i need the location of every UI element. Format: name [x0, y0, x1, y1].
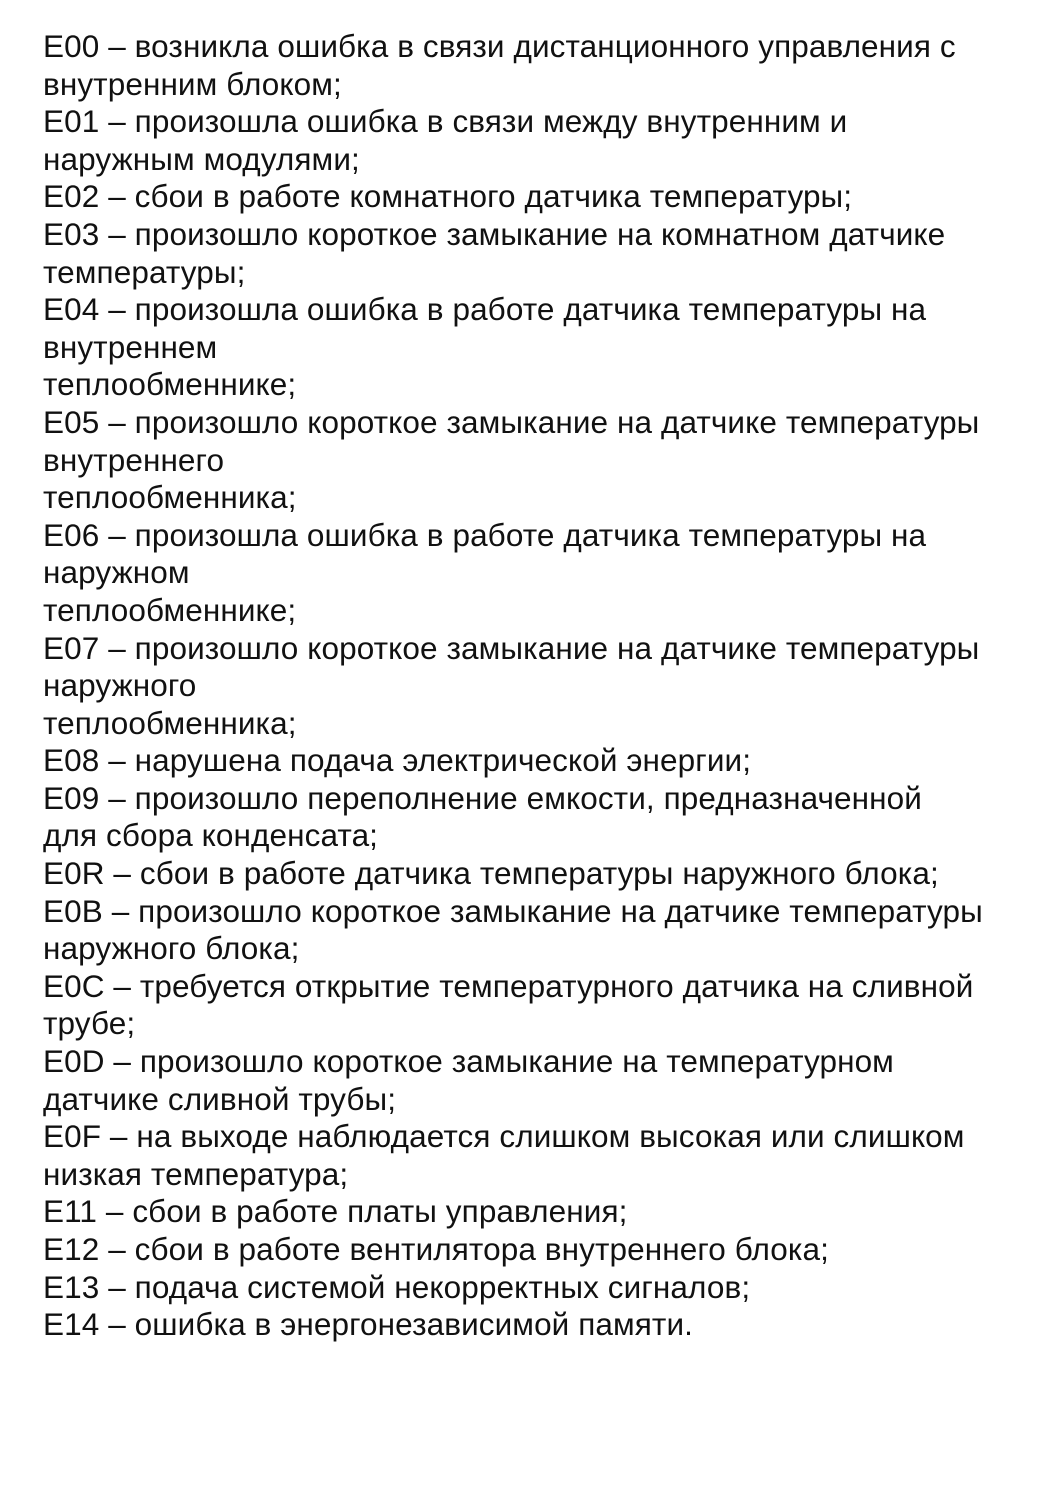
text-line: наружным модулями;	[43, 140, 360, 177]
text-line: для сбора конденсата;	[43, 817, 379, 854]
text-line: температуры;	[43, 253, 246, 290]
text-line: E0B – произошло короткое замыкание на датчике температуры	[43, 892, 983, 929]
text-line: E07 – произошло короткое замыкание на датчике температуры	[43, 629, 980, 666]
text-line: E0C – требуется открытие температурного датчика на сливной	[43, 967, 974, 1004]
text-line: датчике сливной трубы;	[43, 1080, 397, 1117]
text-line: E03 – произошло короткое замыкание на комнатном датчике	[43, 215, 946, 252]
text-line: низкая температура;	[43, 1155, 349, 1192]
text-line: E05 – произошло короткое замыкание на датчике температуры	[43, 403, 980, 440]
text-line: E12 – сбои в работе вентилятора внутреннего блока;	[43, 1231, 829, 1267]
text-line: теплообменнике;	[43, 591, 297, 628]
text-line: E00 – возникла ошибка в связи дистанционного управления с	[43, 28, 956, 64]
error-code-list	[43, 28, 1033, 1344]
text-line: теплообменника;	[43, 704, 297, 741]
text-line: E0F – на выходе наблюдается слишком высокая или слишком	[43, 1118, 965, 1155]
text-line: внутреннего	[43, 441, 225, 478]
text-line: E0R – сбои в работе датчика температуры наружного блока;	[43, 855, 939, 892]
text-line: E09 – произошло переполнение емкости, предназначенной	[43, 779, 922, 816]
text-line: E14 – ошибка в энергонезависимой памяти.	[43, 1306, 693, 1343]
text-line: наружного блока;	[43, 930, 300, 967]
text-line: теплообменнике;	[43, 366, 297, 403]
text-line: E08 – нарушена подача электрической энергии;	[43, 742, 752, 779]
text-line: теплообменника;	[43, 479, 297, 516]
text-line: E06 – произошла ошибка в работе датчика температуры на	[43, 516, 927, 553]
text-line: E11 – сбои в работе платы управления;	[43, 1193, 628, 1230]
text-line: E04 – произошла ошибка в работе датчика температуры на	[43, 291, 927, 328]
text-line: наружном	[43, 554, 190, 591]
text-line: внутренним блоком;	[43, 65, 342, 102]
text-line: трубе;	[43, 1005, 136, 1042]
text-line: внутреннем	[43, 328, 218, 365]
text-line: E13 – подача системой некорректных сигналов;	[43, 1268, 751, 1305]
text-line: наружного	[43, 667, 197, 704]
text-line: E0D – произошло короткое замыкание на температурном	[43, 1043, 894, 1080]
text-line: E01 – произошла ошибка в связи между внутренним и	[43, 103, 848, 140]
text-line: E02 – сбои в работе комнатного датчика температуры;	[43, 178, 853, 215]
